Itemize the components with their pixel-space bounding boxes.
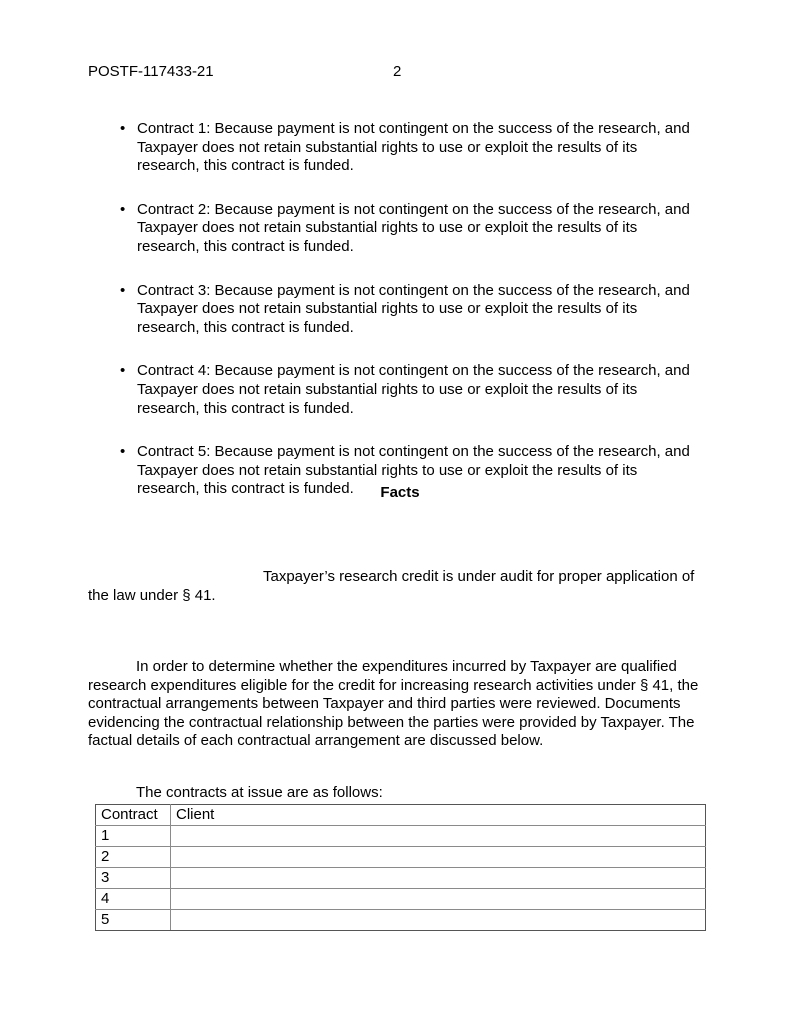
- cell-client: [171, 868, 706, 889]
- cell-contract: 3: [96, 868, 171, 889]
- contract-conclusions-list: [88, 120, 712, 499]
- list-item-text: Contract 3: Because payment is not contingent on the success of the research, and Taxpayer does not retain substantial rights to use or exploit the results of its research, this contract is funded.: [137, 281, 690, 336]
- bullet-icon: •: [120, 362, 126, 380]
- cell-contract: 4: [96, 889, 171, 910]
- cell-client: [171, 889, 706, 910]
- document-header: [88, 62, 712, 82]
- cell-contract: 2: [96, 847, 171, 868]
- bullet-icon: •: [120, 200, 126, 218]
- bullet-icon: •: [120, 120, 126, 137]
- list-item: [88, 282, 712, 338]
- column-header-client: Client: [171, 805, 706, 826]
- list-item-text: Contract 1: Because payment is not contingent on the success of the research, and Taxpayer does not retain substantial rights to use or exploit the results of its research, this contract is funded.: [137, 120, 690, 175]
- contracts-table: [95, 804, 706, 931]
- section-heading-facts: Facts: [380, 484, 420, 501]
- table-row: [96, 826, 706, 847]
- cell-client: [171, 847, 706, 868]
- cell-contract: 5: [96, 910, 171, 931]
- cell-client: [171, 826, 706, 847]
- paragraph-contracts-intro: The contracts at issue are as follows:: [136, 784, 383, 801]
- list-item: [88, 201, 712, 257]
- list-item: [88, 120, 712, 176]
- list-item: [88, 362, 712, 418]
- bullet-icon: •: [120, 443, 126, 461]
- table-header-row: [96, 805, 706, 826]
- list-item-text: Contract 4: Because payment is not contingent on the success of the research, and Taxpayer does not retain substantial rights to use or exploit the results of its research, this contract is funded.: [137, 362, 690, 417]
- document-number: POSTF-117433-21: [88, 63, 214, 80]
- paragraph-review: In order to determine whether the expenditures incurred by Taxpayer are qualified research expenditures eligible for the credit for increasing research activities under § 41, the contractual arrangements between Taxpayer and third parties were reviewed. Documents evidencing the contractual relationship between the parties were provided by Taxpayer. The factual details of each contractual arrangement are discussed below.: [88, 658, 699, 750]
- paragraph-audit: Taxpayer’s research credit is under audit for proper application of the law under § 41.: [88, 568, 695, 604]
- list-item-text: Contract 5: Because payment is not contingent on the success of the research, and Taxpayer does not retain substantial rights to use or exploit the results of its research, this contract is funded.: [137, 443, 690, 498]
- contracts-table-container: [95, 804, 705, 931]
- table-row: [96, 910, 706, 931]
- cell-contract: 1: [96, 826, 171, 847]
- table-row: [96, 868, 706, 889]
- page-number: 2: [393, 63, 402, 80]
- cell-client: [171, 910, 706, 931]
- bullet-icon: •: [120, 281, 126, 299]
- table-row: [96, 847, 706, 868]
- column-header-contract: Contract: [96, 805, 171, 826]
- table-row: [96, 889, 706, 910]
- list-item-text: Contract 2: Because payment is not contingent on the success of the research, and Taxpayer does not retain substantial rights to use or exploit the results of its research, this contract is funded.: [137, 200, 690, 255]
